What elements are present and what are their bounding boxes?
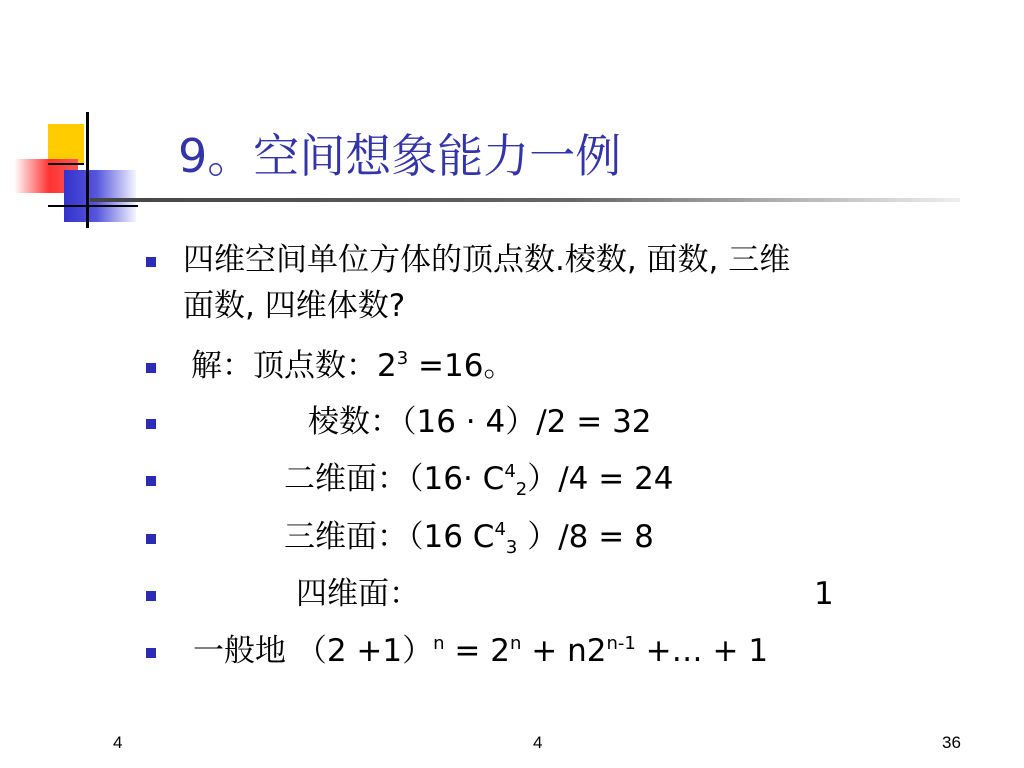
bullet-square-icon <box>146 419 156 429</box>
bullet-4-2d-faces <box>284 457 674 501</box>
bullet-4-subscript: 2 <box>515 479 528 500</box>
logo-blue-block <box>64 170 136 222</box>
bullet-2-post: =16。 <box>408 348 515 384</box>
bullet-7-part-1: 一般地 （2 +1） <box>193 633 434 669</box>
bullet-2-exponent: 3 <box>396 348 409 369</box>
bullet-5-subscript: 3 <box>505 537 518 558</box>
title-underline <box>90 198 960 202</box>
bullet-1-line-1: 四维空间单位方体的顶点数.棱数, 面数, 三维 <box>183 242 791 278</box>
bullet-square-icon <box>146 648 156 658</box>
bullet-5-superscript: 4 <box>494 519 506 540</box>
bullet-square-icon <box>146 257 156 267</box>
bullet-7-part-3: + n2 <box>521 633 607 669</box>
bullet-5-post: ）/8 = 8 <box>517 519 654 555</box>
logo-yellow-block <box>48 124 84 164</box>
bullet-7-exp-3: n-1 <box>606 633 636 654</box>
bullet-square-icon <box>146 476 156 486</box>
bullet-4-superscript: 4 <box>504 461 516 482</box>
bullet-square-icon <box>146 591 156 601</box>
bullet-2-pre: 解：顶点数：2 <box>191 348 397 384</box>
footer-left-number: 4 <box>113 733 123 752</box>
bullet-6-value: 1 <box>814 576 834 612</box>
logo-vertical-line <box>86 112 89 228</box>
bullet-5-pre: 三维面：（16 C <box>284 519 495 555</box>
bullet-4-pre: 二维面：（16· C <box>284 461 505 497</box>
bullet-7-exp-1: n <box>433 633 445 654</box>
footer-center-number: 4 <box>533 733 543 752</box>
slide-title: 9。空间想象能力一例 <box>178 129 622 183</box>
bullet-7-general-formula <box>193 629 768 673</box>
bullet-7-exp-2: n <box>509 633 522 654</box>
bullet-6-label: 四维面： <box>296 576 420 612</box>
bullet-4-post: ）/4 = 24 <box>527 461 674 497</box>
bullet-square-icon <box>146 534 156 544</box>
bullet-square-icon <box>146 363 156 373</box>
bullet-1-line-2: 面数, 四维体数? <box>183 288 406 324</box>
bullet-7-part-2: = 2 <box>444 633 510 669</box>
bullet-7-part-4: +… + 1 <box>635 633 769 669</box>
bullet-2-vertices <box>191 344 514 388</box>
bullet-3-edges: 棱数：（16 · 4）/2 = 32 <box>308 404 652 440</box>
bullet-5-3d-faces <box>284 515 654 559</box>
slide-number: 36 <box>942 733 961 752</box>
logo-horizontal-line-top <box>48 163 84 165</box>
logo-horizontal-line-bottom <box>48 205 138 207</box>
